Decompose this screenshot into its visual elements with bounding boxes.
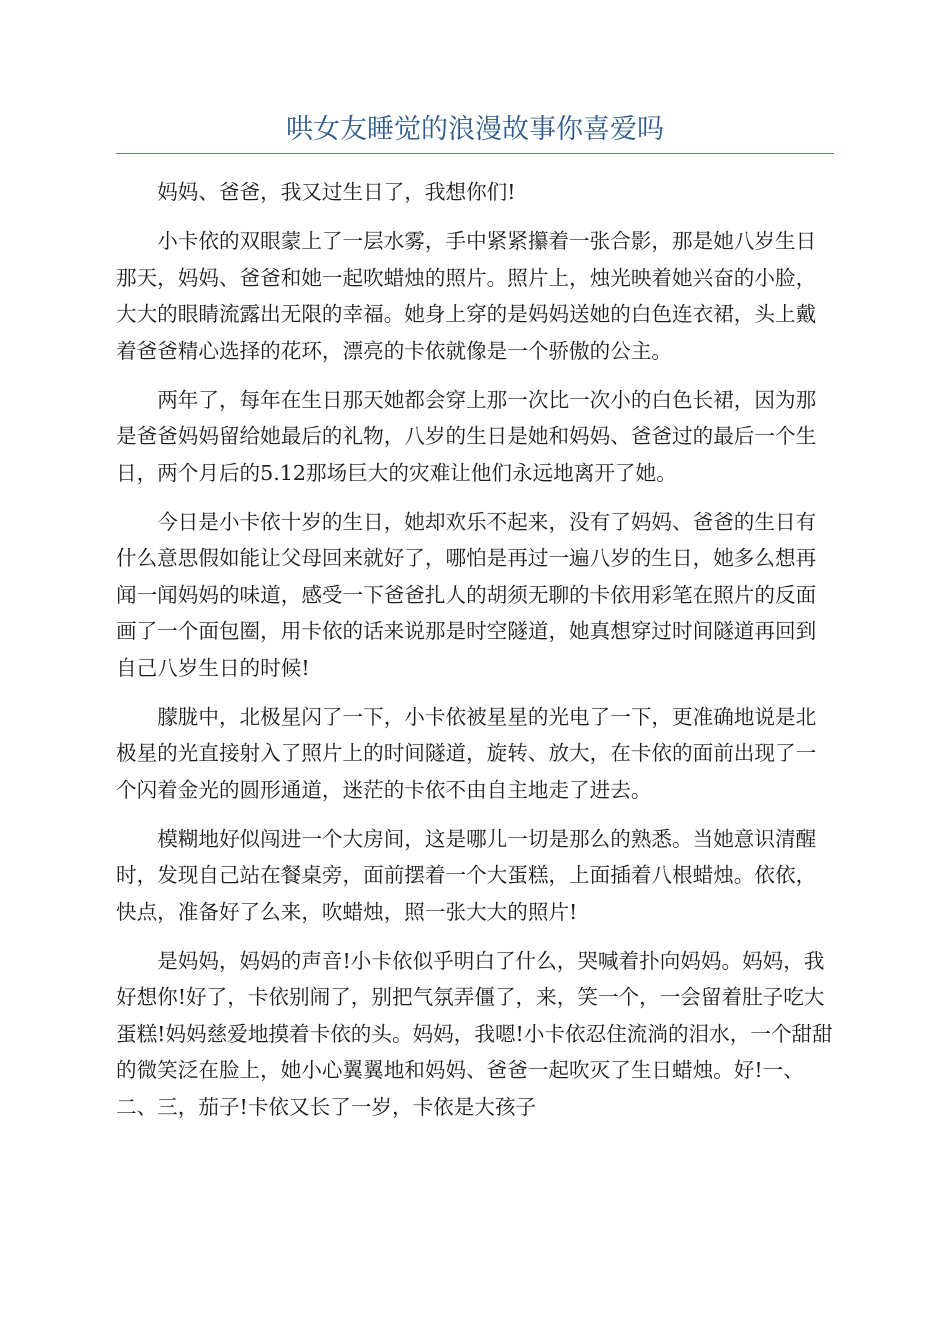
paragraph: 妈妈、爸爸，我又过生日了，我想你们!: [157, 180, 516, 204]
paragraph: 模糊地好似闯进一个大房间，这是哪儿一切是那么的熟悉。当她意识清醒时，发现自己站在餐桌旁，面前摆着一个大蛋糕，上面插着八根蜡烛。依依，快点，准备好了么来，吹蜡烛，照一张大大的照片!: [116, 826, 817, 924]
title-underline-divider: [116, 153, 834, 154]
document-title: 哄女友睡觉的浪漫故事你喜爱吗: [286, 114, 664, 145]
paragraph: 是妈妈，妈妈的声音!小卡依似乎明白了什么，哭喊着扑向妈妈。妈妈，我好想你!好了，卡依别闹了，别把气氛弄僵了，来，笑一个，一会留着肚子吃大蛋糕!妈妈慈爱地摸着卡依的头。妈妈，我嗯!小卡依忍住流淌的泪水，一个甜甜的微笑泛在脸上，她小心翼翼地和妈妈、爸爸一起吹灭了生日蜡烛。好!一、二、三，茄子!卡依又长了一岁，卡依是大孩子: [116, 948, 833, 1119]
document-body: [116, 174, 834, 1138]
paragraph: 两年了，每年在生日那天她都会穿上那一次比一次小的白色长裙，因为那是爸爸妈妈留给她最后的礼物，八岁的生日是她和妈妈、爸爸过的最后一个生日，两个月后的5.12那场巨大的灾难让他们永远地离开了她。: [116, 387, 817, 485]
paragraph: 小卡依的双眼蒙上了一层水雾，手中紧紧攥着一张合影，那是她八岁生日那天，妈妈、爸爸和她一起吹蜡烛的照片。照片上，烛光映着她兴奋的小脸，大大的眼睛流露出无限的幸福。她身上穿的是妈妈送她的白色连衣裙，头上戴着爸爸精心选择的花环，漂亮的卡依就像是一个骄傲的公主。: [116, 229, 817, 363]
paragraph: 今日是小卡依十岁的生日，她却欢乐不起来，没有了妈妈、爸爸的生日有什么意思假如能让父母回来就好了，哪怕是再过一遍八岁的生日，她多么想再闻一闻妈妈的味道，感受一下爸爸扎人的胡须无聊的卡依用彩笔在照片的反面画了一个面包圈，用卡依的话来说那是时空隧道，她真想穿过时间隧道再回到自己八岁生日的时候!: [116, 509, 817, 680]
paragraph: 朦胧中，北极星闪了一下，小卡依被星星的光电了一下，更准确地说是北极星的光直接射入了照片上的时间隧道，旋转、放大，在卡依的面前出现了一个闪着金光的圆形通道，迷茫的卡依不由自主地走了进去。: [116, 704, 817, 802]
